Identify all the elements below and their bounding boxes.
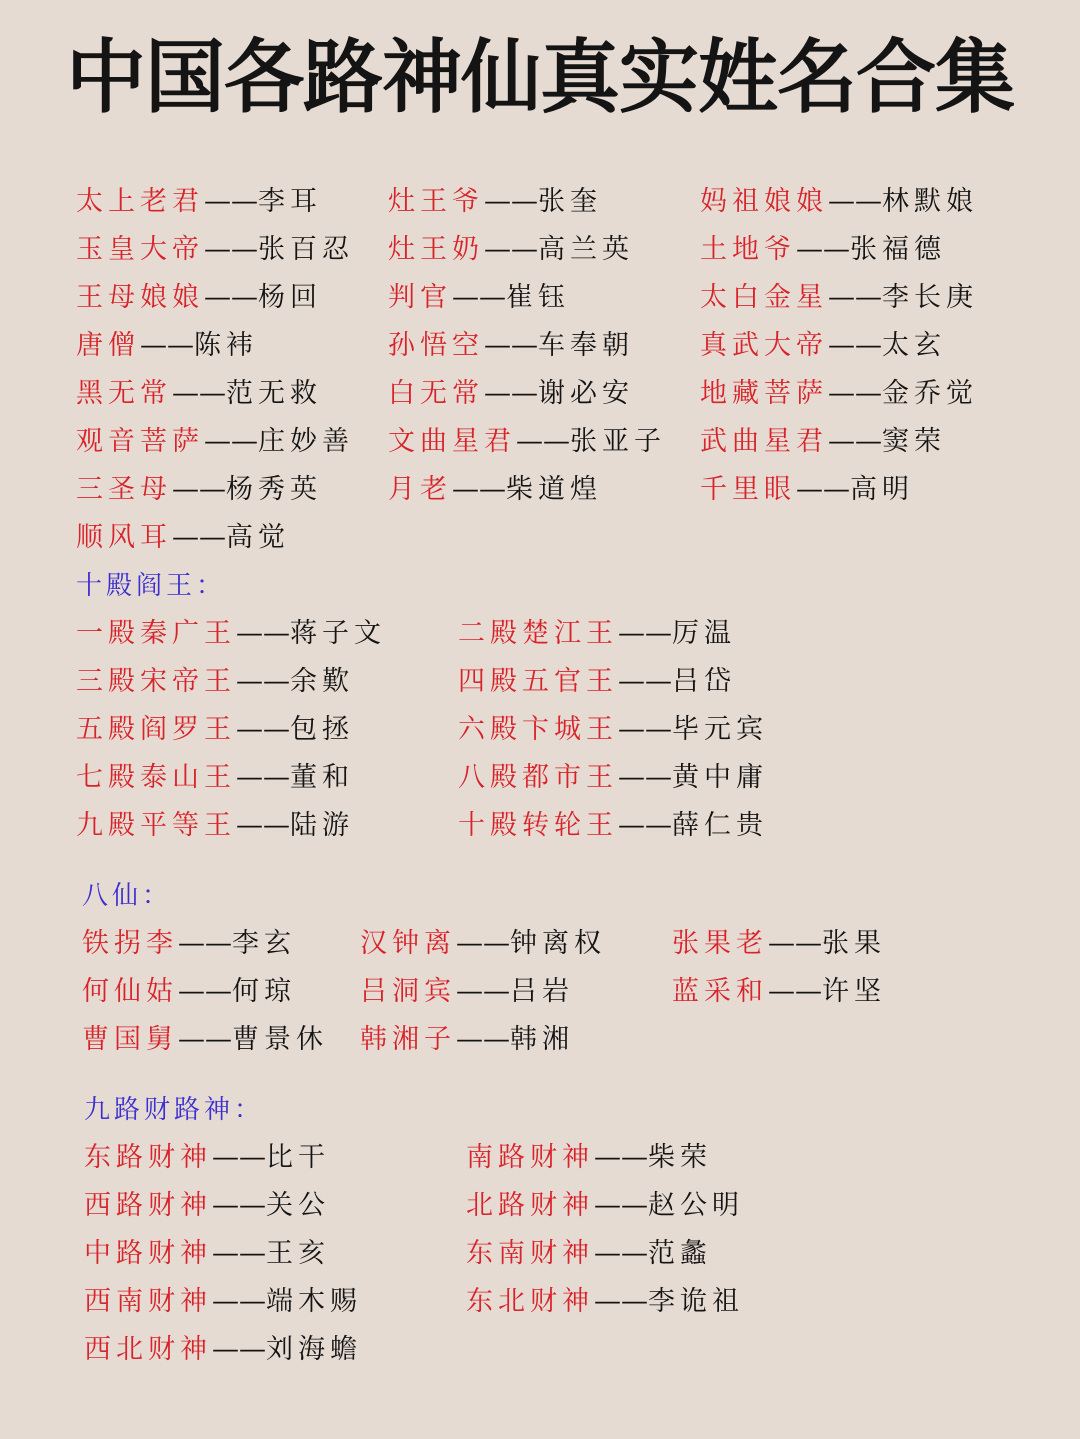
caishen-entry bbox=[84, 1282, 362, 1322]
real-name: 张百忍 bbox=[258, 234, 354, 265]
deity-name: 七殿泰山王 bbox=[76, 762, 236, 793]
dash-separator: —— bbox=[828, 330, 882, 361]
yanwang-entry bbox=[458, 710, 768, 750]
dash-separator: —— bbox=[204, 234, 258, 265]
real-name: 关公 bbox=[266, 1190, 330, 1221]
deity-name: 灶王奶 bbox=[388, 234, 484, 265]
baxian-entry bbox=[82, 1020, 328, 1060]
real-name: 包拯 bbox=[290, 714, 354, 745]
yanwang-entry bbox=[76, 662, 354, 702]
deity-name: 东路财神 bbox=[84, 1142, 212, 1173]
deity-name: 十殿转轮王 bbox=[458, 810, 618, 841]
yanwang-heading: 十殿阎王： bbox=[76, 571, 227, 601]
deity-name: 王母娘娘 bbox=[76, 282, 204, 313]
real-name: 范无救 bbox=[226, 378, 322, 409]
dash-separator: —— bbox=[172, 378, 226, 409]
deity-name: 韩湘子 bbox=[360, 1024, 456, 1055]
real-name: 毕元宾 bbox=[672, 714, 768, 745]
real-name: 高明 bbox=[850, 474, 914, 505]
dash-separator: —— bbox=[212, 1190, 266, 1221]
real-name: 杨回 bbox=[258, 282, 322, 313]
deity-name: 四殿五官王 bbox=[458, 666, 618, 697]
general-entry bbox=[76, 518, 290, 558]
caishen-entry bbox=[466, 1186, 744, 1226]
yanwang-entry bbox=[458, 806, 768, 846]
deity-name: 何仙姑 bbox=[82, 976, 178, 1007]
deity-name: 判官 bbox=[388, 282, 452, 313]
dash-separator: —— bbox=[236, 810, 290, 841]
real-name: 林默娘 bbox=[882, 186, 978, 217]
caishen-heading: 九路财路神： bbox=[84, 1095, 265, 1125]
dash-separator: —— bbox=[618, 666, 672, 697]
deity-name: 白无常 bbox=[388, 378, 484, 409]
dash-separator: —— bbox=[456, 976, 510, 1007]
dash-separator: —— bbox=[618, 810, 672, 841]
dash-separator: —— bbox=[768, 976, 822, 1007]
deity-name: 东北财神 bbox=[466, 1286, 594, 1317]
deity-name: 三圣母 bbox=[76, 474, 172, 505]
real-name: 厉温 bbox=[672, 618, 736, 649]
deity-name: 五殿阎罗王 bbox=[76, 714, 236, 745]
baxian-entry bbox=[82, 972, 296, 1012]
deity-name: 月老 bbox=[388, 474, 452, 505]
dash-separator: —— bbox=[484, 378, 538, 409]
yanwang-entry bbox=[76, 758, 354, 798]
dash-separator: —— bbox=[452, 474, 506, 505]
dash-separator: —— bbox=[172, 522, 226, 553]
yanwang-entry bbox=[458, 662, 736, 702]
real-name: 王亥 bbox=[266, 1238, 330, 1269]
caishen-entry bbox=[84, 1330, 362, 1370]
general-entry bbox=[76, 182, 322, 222]
deity-name: 东南财神 bbox=[466, 1238, 594, 1269]
deity-name: 孙悟空 bbox=[388, 330, 484, 361]
dash-separator: —— bbox=[212, 1286, 266, 1317]
real-name: 谢必安 bbox=[538, 378, 634, 409]
dash-separator: —— bbox=[594, 1238, 648, 1269]
real-name: 赵公明 bbox=[648, 1190, 744, 1221]
yanwang-entry bbox=[458, 758, 768, 798]
real-name: 李长庚 bbox=[882, 282, 978, 313]
real-name: 车奉朝 bbox=[538, 330, 634, 361]
dash-separator: —— bbox=[828, 378, 882, 409]
dash-separator: —— bbox=[452, 282, 506, 313]
caishen-entry bbox=[466, 1138, 712, 1178]
dash-separator: —— bbox=[204, 282, 258, 313]
real-name: 柴道煌 bbox=[506, 474, 602, 505]
real-name: 张亚子 bbox=[570, 426, 666, 457]
deity-name: 汉钟离 bbox=[360, 928, 456, 959]
real-name: 蒋子文 bbox=[290, 618, 386, 649]
dash-separator: —— bbox=[236, 618, 290, 649]
deity-name: 太白金星 bbox=[700, 282, 828, 313]
baxian-heading: 八仙： bbox=[82, 881, 173, 911]
deity-name: 千里眼 bbox=[700, 474, 796, 505]
real-name: 吕岩 bbox=[510, 976, 574, 1007]
real-name: 窦荣 bbox=[882, 426, 946, 457]
dash-separator: —— bbox=[796, 234, 850, 265]
real-name: 崔钰 bbox=[506, 282, 570, 313]
deity-name: 武曲星君 bbox=[700, 426, 828, 457]
baxian-entry bbox=[360, 924, 606, 964]
caishen-entry bbox=[84, 1234, 330, 1274]
general-entry bbox=[76, 374, 322, 414]
deity-name: 土地爷 bbox=[700, 234, 796, 265]
dash-separator: —— bbox=[456, 928, 510, 959]
dash-separator: —— bbox=[618, 714, 672, 745]
dash-separator: —— bbox=[212, 1238, 266, 1269]
general-entry bbox=[700, 470, 914, 510]
dash-separator: —— bbox=[484, 234, 538, 265]
real-name: 庄妙善 bbox=[258, 426, 354, 457]
deity-name: 西北财神 bbox=[84, 1334, 212, 1365]
caishen-entry bbox=[466, 1234, 712, 1274]
deity-name: 曹国舅 bbox=[82, 1024, 178, 1055]
deity-name: 地藏菩萨 bbox=[700, 378, 828, 409]
page-title: 中国各路神仙真实姓名合集 bbox=[66, 31, 1014, 124]
deity-name: 太上老君 bbox=[76, 186, 204, 217]
real-name: 韩湘 bbox=[510, 1024, 574, 1055]
dash-separator: —— bbox=[594, 1190, 648, 1221]
dash-separator: —— bbox=[618, 762, 672, 793]
general-entry bbox=[388, 278, 570, 318]
general-entry bbox=[700, 230, 946, 270]
dash-separator: —— bbox=[796, 474, 850, 505]
real-name: 吕岱 bbox=[672, 666, 736, 697]
deity-name: 南路财神 bbox=[466, 1142, 594, 1173]
deity-name: 铁拐李 bbox=[82, 928, 178, 959]
deity-name: 西南财神 bbox=[84, 1286, 212, 1317]
dash-separator: —— bbox=[212, 1142, 266, 1173]
deity-name: 北路财神 bbox=[466, 1190, 594, 1221]
deity-name: 一殿秦广王 bbox=[76, 618, 236, 649]
dash-separator: —— bbox=[594, 1142, 648, 1173]
deity-name: 九殿平等王 bbox=[76, 810, 236, 841]
baxian-entry bbox=[672, 972, 886, 1012]
general-entry bbox=[76, 278, 322, 318]
deity-name: 六殿卞城王 bbox=[458, 714, 618, 745]
real-name: 杨秀英 bbox=[226, 474, 322, 505]
dash-separator: —— bbox=[456, 1024, 510, 1055]
general-entry bbox=[700, 278, 978, 318]
real-name: 比干 bbox=[266, 1142, 330, 1173]
deity-name: 吕洞宾 bbox=[360, 976, 456, 1007]
caishen-entry bbox=[466, 1282, 744, 1322]
real-name: 薛仁贵 bbox=[672, 810, 768, 841]
dash-separator: —— bbox=[828, 426, 882, 457]
dash-separator: —— bbox=[204, 426, 258, 457]
real-name: 余歎 bbox=[290, 666, 354, 697]
deity-name: 玉皇大帝 bbox=[76, 234, 204, 265]
dash-separator: —— bbox=[204, 186, 258, 217]
dash-separator: —— bbox=[516, 426, 570, 457]
caishen-entry bbox=[84, 1186, 330, 1226]
yanwang-entry bbox=[76, 710, 354, 750]
general-entry bbox=[700, 374, 978, 414]
dash-separator: —— bbox=[236, 666, 290, 697]
dash-separator: —— bbox=[618, 618, 672, 649]
deity-name: 二殿楚江王 bbox=[458, 618, 618, 649]
real-name: 端木赐 bbox=[266, 1286, 362, 1317]
dash-separator: —— bbox=[768, 928, 822, 959]
real-name: 许坚 bbox=[822, 976, 886, 1007]
general-entry bbox=[388, 374, 634, 414]
real-name: 范蠡 bbox=[648, 1238, 712, 1269]
dash-separator: —— bbox=[828, 282, 882, 313]
dash-separator: —— bbox=[828, 186, 882, 217]
real-name: 李诡祖 bbox=[648, 1286, 744, 1317]
real-name: 钟离权 bbox=[510, 928, 606, 959]
real-name: 高觉 bbox=[226, 522, 290, 553]
yanwang-entry bbox=[76, 614, 386, 654]
dash-separator: —— bbox=[172, 474, 226, 505]
caishen-entry bbox=[84, 1138, 330, 1178]
dash-separator: —— bbox=[236, 762, 290, 793]
real-name: 金乔觉 bbox=[882, 378, 978, 409]
dash-separator: —— bbox=[594, 1286, 648, 1317]
general-entry bbox=[76, 422, 354, 462]
deity-name: 三殿宋帝王 bbox=[76, 666, 236, 697]
dash-separator: —— bbox=[178, 976, 232, 1007]
dash-separator: —— bbox=[178, 928, 232, 959]
real-name: 张果 bbox=[822, 928, 886, 959]
real-name: 张福德 bbox=[850, 234, 946, 265]
deity-name: 灶王爷 bbox=[388, 186, 484, 217]
real-name: 陈袆 bbox=[194, 330, 258, 361]
deity-name: 观音菩萨 bbox=[76, 426, 204, 457]
real-name: 刘海蟾 bbox=[266, 1334, 362, 1365]
dash-separator: —— bbox=[140, 330, 194, 361]
general-entry bbox=[388, 326, 634, 366]
deity-name: 八殿都市王 bbox=[458, 762, 618, 793]
real-name: 何琼 bbox=[232, 976, 296, 1007]
general-entry bbox=[388, 422, 666, 462]
real-name: 黄中庸 bbox=[672, 762, 768, 793]
deity-name: 真武大帝 bbox=[700, 330, 828, 361]
deity-name: 西路财神 bbox=[84, 1190, 212, 1221]
dash-separator: —— bbox=[484, 186, 538, 217]
real-name: 李耳 bbox=[258, 186, 322, 217]
baxian-entry bbox=[672, 924, 886, 964]
deity-name: 文曲星君 bbox=[388, 426, 516, 457]
deity-name: 中路财神 bbox=[84, 1238, 212, 1269]
real-name: 董和 bbox=[290, 762, 354, 793]
deity-name: 唐僧 bbox=[76, 330, 140, 361]
real-name: 柴荣 bbox=[648, 1142, 712, 1173]
dash-separator: —— bbox=[178, 1024, 232, 1055]
yanwang-entry bbox=[458, 614, 736, 654]
real-name: 高兰英 bbox=[538, 234, 634, 265]
deity-name: 黑无常 bbox=[76, 378, 172, 409]
general-entry bbox=[700, 326, 946, 366]
real-name: 曹景休 bbox=[232, 1024, 328, 1055]
real-name: 太玄 bbox=[882, 330, 946, 361]
dash-separator: —— bbox=[236, 714, 290, 745]
deity-name: 妈祖娘娘 bbox=[700, 186, 828, 217]
general-entry bbox=[388, 230, 634, 270]
general-entry bbox=[388, 470, 602, 510]
baxian-entry bbox=[82, 924, 296, 964]
deity-name: 蓝采和 bbox=[672, 976, 768, 1007]
baxian-entry bbox=[360, 972, 574, 1012]
real-name: 李玄 bbox=[232, 928, 296, 959]
real-name: 陆游 bbox=[290, 810, 354, 841]
general-entry bbox=[700, 422, 946, 462]
deity-name: 顺风耳 bbox=[76, 522, 172, 553]
deity-name: 张果老 bbox=[672, 928, 768, 959]
general-entry bbox=[700, 182, 978, 222]
real-name: 张奎 bbox=[538, 186, 602, 217]
dash-separator: —— bbox=[212, 1334, 266, 1365]
general-entry bbox=[76, 326, 258, 366]
general-entry bbox=[76, 470, 322, 510]
yanwang-entry bbox=[76, 806, 354, 846]
general-entry bbox=[388, 182, 602, 222]
general-entry bbox=[76, 230, 354, 270]
baxian-entry bbox=[360, 1020, 574, 1060]
dash-separator: —— bbox=[484, 330, 538, 361]
